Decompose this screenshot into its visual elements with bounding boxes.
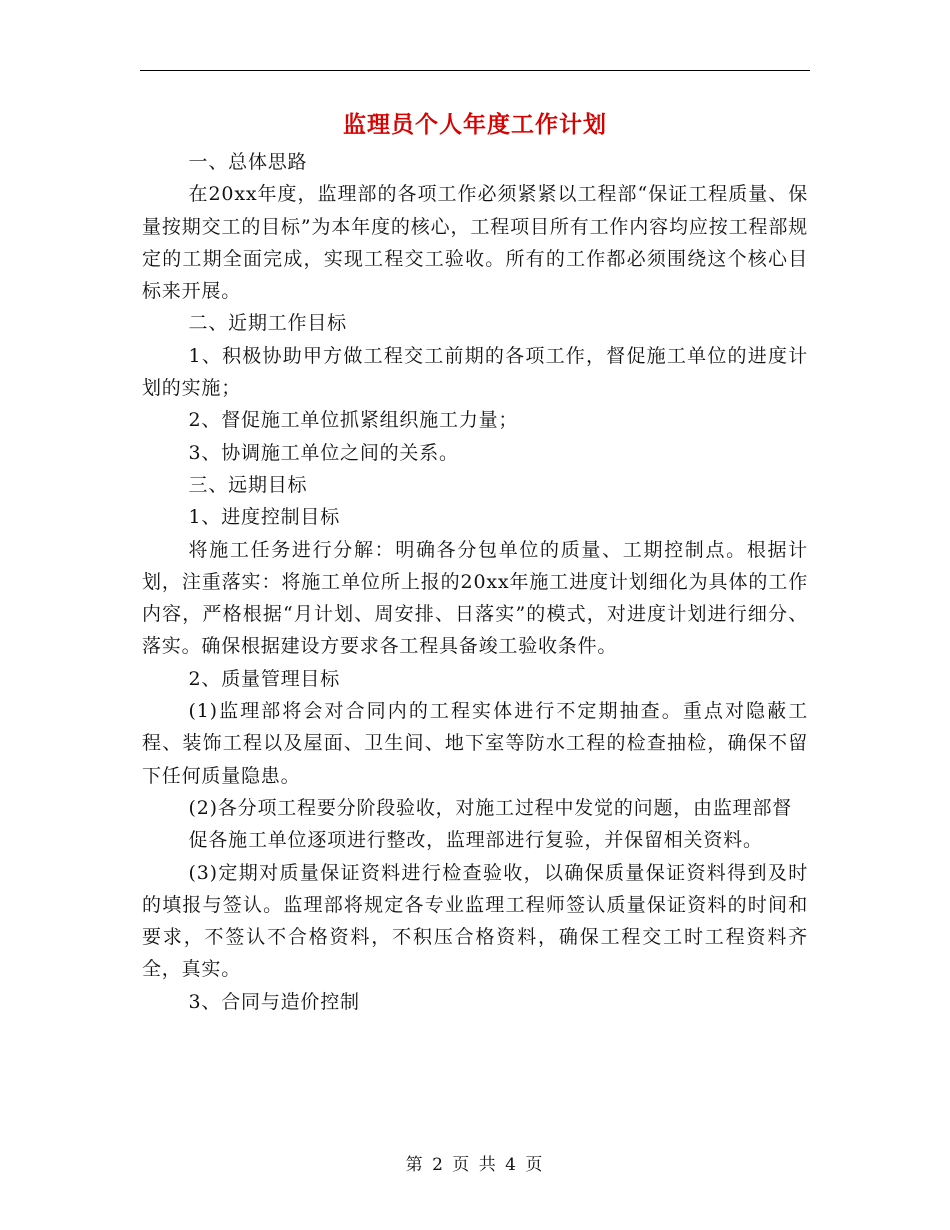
document-title: 监理员个人年度工作计划	[343, 112, 607, 138]
list-item-short-term-3: 3、协调施工单位之间的关系。	[188, 441, 459, 464]
section-heading-short-term-goals: 二、近期工作目标	[188, 312, 347, 335]
paragraph-schedule-control: 将施工任务进行分解：明确各分包单位的质量、工期控制点。根据计划，注重落实：将施工单位所上报的20xx年施工进度计划细化为具体的工作内容，严格根据“月计划、周安排、日落实”的模式，对进度计划进行细分、落实。确保根据建设方要求各工程具备竣工验收条件。	[142, 538, 808, 658]
paragraph-overall-approach: 在20xx年度，监理部的各项工作必须紧紧以工程部“保证工程质量、保量按期交工的目标”为本年度的核心，工程项目所有工作内容均应按工程部规定的工期全面完成，实现工程交工验收。所有的工作都必须围绕这个核心目标来开展。	[142, 183, 808, 303]
paragraph-quality-item-3: (3)定期对质量保证资料进行检查验收，以确保质量保证资料得到及时的填报与签认。监理部将规定各专业监理工程师签认质量保证资料的时间和要求，不签认不合格资料，不积压合格资料，确保工程交工时工程资料齐全，真实。	[142, 861, 808, 981]
header-rule	[140, 70, 810, 71]
list-item-short-term-2: 2、督促施工单位抓紧组织施工力量；	[188, 409, 519, 432]
section-heading-overall-approach: 一、总体思路	[188, 151, 308, 173]
page-number-footer: 第 2 页 共 4 页	[405, 1155, 545, 1175]
paragraph-quality-item-1: (1)监理部将会对合同内的工程实体进行不定期抽查。重点对隐蔽工程、装饰工程以及屋面、卫生间、地下室等防水工程的检查抽检，确保不留下任何质量隐患。	[142, 700, 808, 787]
section-heading-long-term-goals: 三、远期目标	[188, 473, 308, 496]
list-item-short-term-1: 1、积极协助甲方做工程交工前期的各项工作，督促施工单位的进度计划的实施；	[142, 344, 808, 400]
subheading-quality-management: 2、质量管理目标	[188, 667, 341, 690]
paragraph-quality-item-2-continued: 促各施工单位逐项进行整改，监理部进行复验，并保留相关资料。	[188, 829, 763, 852]
paragraph-quality-item-2: (2)各分项工程要分阶段验收，对施工过程中发觉的问题，由监理部督	[188, 796, 793, 819]
document-body	[142, 146, 808, 1018]
subheading-contract-cost-control: 3、合同与造价控制	[188, 990, 360, 1013]
subheading-schedule-control: 1、进度控制目标	[188, 506, 341, 529]
